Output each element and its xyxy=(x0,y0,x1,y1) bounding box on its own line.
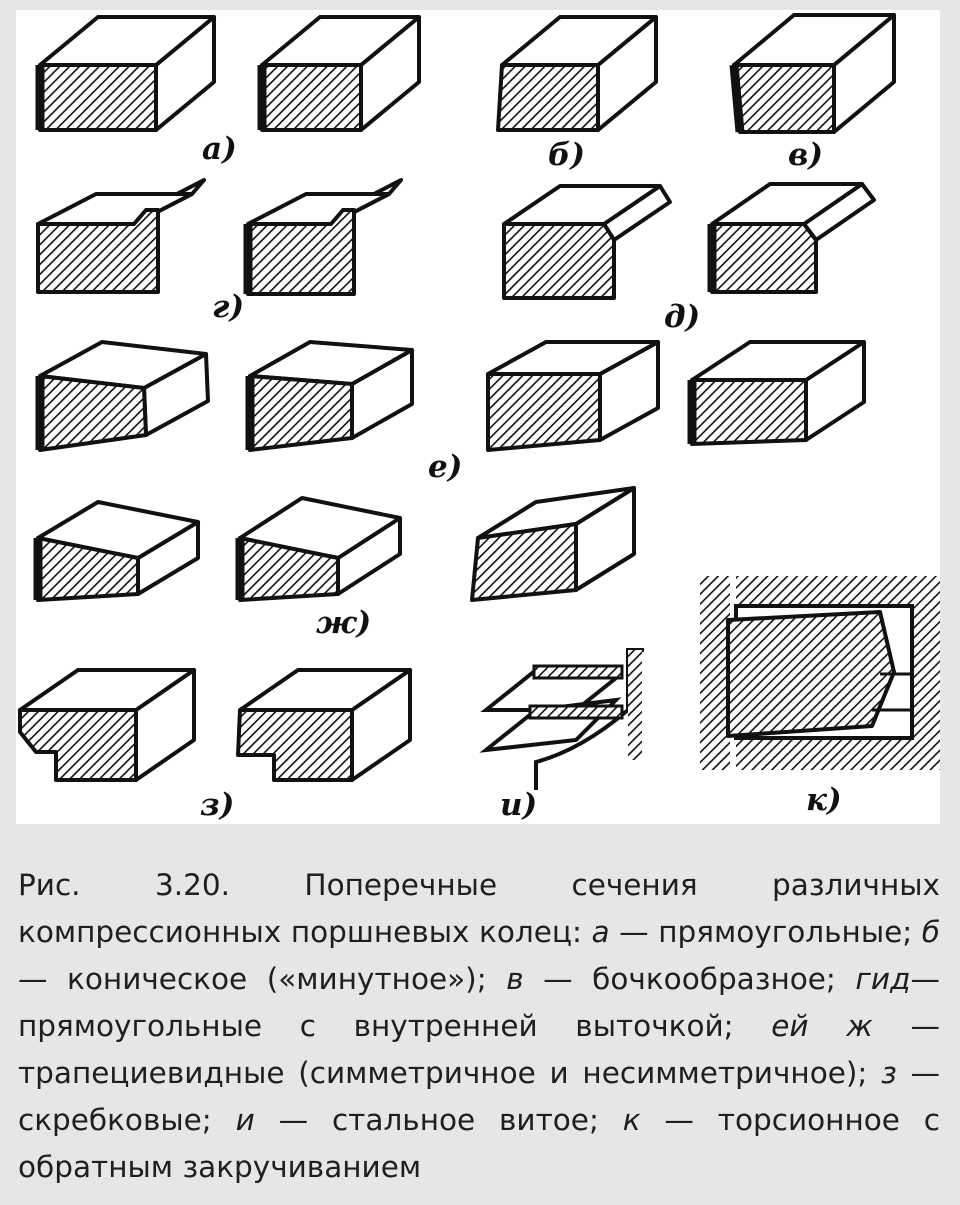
groove-top-wall xyxy=(736,576,940,606)
ring-d1-section xyxy=(504,224,614,298)
ring-e4-section xyxy=(692,380,806,444)
coil-section-2 xyxy=(530,706,622,718)
ring-cross-sections-illustration xyxy=(16,10,940,824)
label-z: з) xyxy=(200,787,235,823)
ring-g1-section xyxy=(38,210,158,292)
ring-d2-section xyxy=(712,224,816,292)
caption-letter-b: б xyxy=(921,915,940,949)
ring-z1-section xyxy=(20,710,136,780)
label-zh: ж) xyxy=(316,605,372,641)
ring-e1-section xyxy=(40,376,146,450)
coil-wall-hatch xyxy=(628,650,642,760)
caption-letter-v: в xyxy=(506,962,524,996)
ring-zh3-section xyxy=(472,524,576,600)
label-i: и) xyxy=(500,787,538,823)
label-v: в) xyxy=(788,137,824,173)
ring-g2-section xyxy=(248,210,354,294)
caption-text-ezh: — трапециевидные (симметричное и несимметричное); xyxy=(18,1009,940,1090)
ring-a2-section xyxy=(262,65,361,130)
caption-letter-i: и xyxy=(235,1103,255,1137)
torsion-ring-section xyxy=(728,612,894,736)
caption-letters-gd: гид xyxy=(855,962,911,996)
caption-letter-a: а xyxy=(591,915,610,949)
groove-wall-left xyxy=(700,576,730,770)
figure-panel xyxy=(16,10,940,824)
caption-text-z: — скребковые; xyxy=(18,1056,940,1137)
ring-v-section xyxy=(734,65,834,132)
label-a: а) xyxy=(202,131,237,167)
caption-letter-z: з xyxy=(881,1056,897,1090)
label-e: е) xyxy=(428,449,463,485)
ring-e2-section xyxy=(250,376,352,450)
groove-bottom-wall xyxy=(736,738,940,770)
ring-e3-section xyxy=(488,374,600,450)
caption-text-b: — коническое («минутное»); xyxy=(18,962,507,996)
label-b: б) xyxy=(548,137,586,173)
ring-g2-top xyxy=(248,194,389,224)
ring-z2-section xyxy=(238,710,352,780)
caption-text-k: — торсионное с обратным закручиванием xyxy=(18,1103,940,1184)
coil-section-1 xyxy=(534,666,622,678)
caption-text-i: — стальное витое; xyxy=(254,1103,623,1137)
caption-text-a: — прямоугольные; xyxy=(609,915,922,949)
caption-letter-k: к xyxy=(622,1103,641,1137)
figure-caption xyxy=(18,862,940,1191)
ring-g1-top xyxy=(38,194,192,224)
caption-prefix: Рис. 3.20. Поперечные сечения различных компрессионных поршневых колец: xyxy=(18,868,940,949)
ring-v-outer-face xyxy=(734,65,740,132)
ring-b-section xyxy=(498,65,598,130)
caption-text-gd: — прямоугольные с внутренней выточкой; xyxy=(18,962,940,1043)
caption-letters-ezh: ей ж xyxy=(771,1009,873,1043)
caption-text-v: — бочкообразное; xyxy=(523,962,856,996)
ring-a1-section xyxy=(40,65,156,130)
label-k: к) xyxy=(806,782,842,818)
label-d: д) xyxy=(664,299,701,335)
label-g: г) xyxy=(212,289,245,325)
